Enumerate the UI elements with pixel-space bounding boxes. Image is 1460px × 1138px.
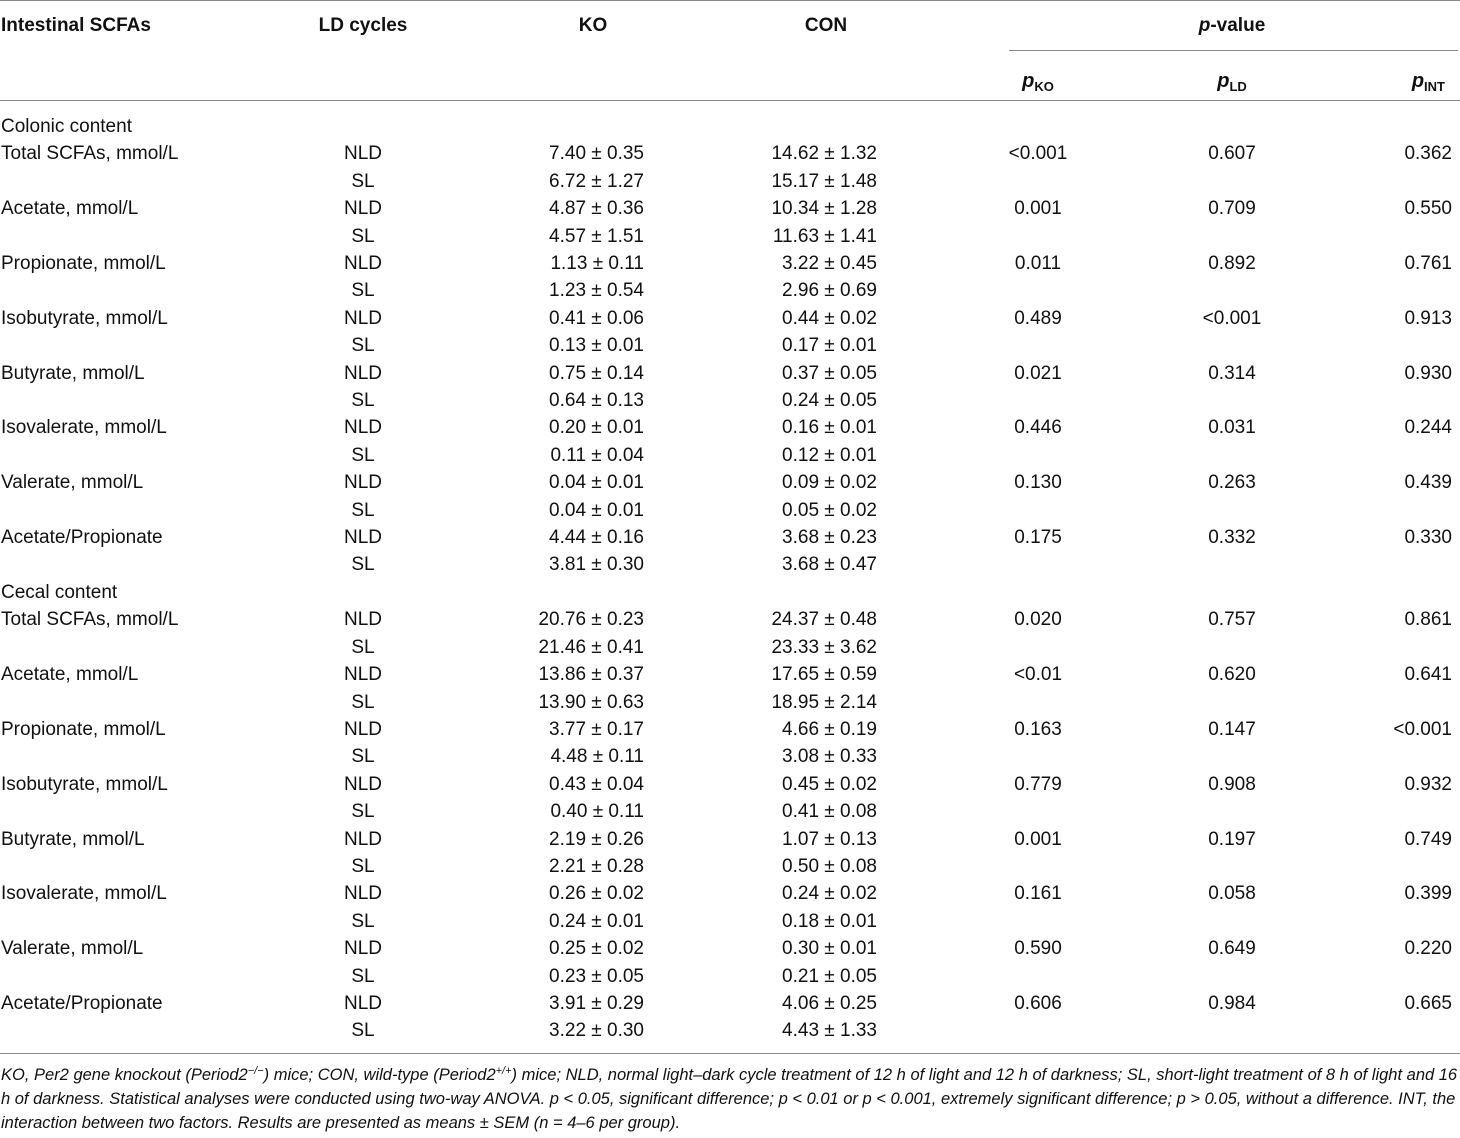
ld-cycle-sl: SL <box>351 636 375 658</box>
con-value-nld: 14.62 ± 1.32 <box>771 143 877 165</box>
ko-value-sl: 0.13 ± 0.01 <box>549 335 644 357</box>
header-p-ld <box>1217 70 1247 98</box>
ko-value-sl: 13.90 ± 0.63 <box>538 691 644 713</box>
p-ld-value: 0.058 <box>1208 883 1256 905</box>
con-value-sl: 11.63 ± 1.41 <box>772 225 877 247</box>
p-int-value: 0.439 <box>1404 472 1452 494</box>
p-ld-value: 0.607 <box>1208 143 1256 165</box>
ko-value-nld: 3.77 ± 0.17 <box>549 719 644 740</box>
con-value-nld: 10.34 ± 1.28 <box>771 198 877 220</box>
con-value-sl: 23.33 ± 3.62 <box>771 636 877 658</box>
p-ld-value: 0.649 <box>1208 938 1256 960</box>
ko-value-nld: 1.13 ± 0.11 <box>550 253 644 274</box>
ld-cycle-sl: SL <box>351 499 375 521</box>
con-value-sl: 18.95 ± 2.14 <box>771 691 877 713</box>
ko-value-nld: 4.87 ± 0.36 <box>549 198 644 220</box>
ld-cycle-nld: NLD <box>343 719 383 740</box>
header-intestinal-scfas: Intestinal SCFAs <box>1 15 151 36</box>
ld-cycle-sl: SL <box>351 1020 375 1042</box>
header-p-ko <box>1022 70 1054 98</box>
con-value-sl: 0.41 ± 0.08 <box>782 801 877 823</box>
con-value-sl: 0.12 ± 0.01 <box>782 444 877 466</box>
ko-value-nld: 20.76 ± 0.23 <box>538 609 644 631</box>
ko-value-sl: 3.22 ± 0.30 <box>549 1020 644 1042</box>
ld-cycle-sl: SL <box>351 335 375 357</box>
con-value-nld: 4.06 ± 0.25 <box>782 993 877 1014</box>
p-ld-value: 0.314 <box>1208 362 1256 384</box>
ko-value-sl: 3.81 ± 0.30 <box>549 554 644 576</box>
footnote-part-3: ) mice; NLD, normal light–dark cycle treatment of 12 h of light and 12 h of darkness; SL, short-light treatment of 8 h of light and 16 h of darkness. Statistical analyses were conducted using two-way ANOVA. p < 0.05, significant difference; p < 0.01 or p < 0.001, extremely significant difference; p > 0.05, without a difference. INT, the interaction between two factors. Results are presented as means ± SEM (n = 4–6 per group). <box>1 1066 1458 1132</box>
ld-cycle-sl: SL <box>351 170 375 192</box>
p-ko-value: 0.001 <box>1014 198 1062 220</box>
ko-value-sl: 4.48 ± 0.11 <box>550 746 644 768</box>
con-value-nld: 0.37 ± 0.05 <box>782 362 877 384</box>
ld-cycle-sl: SL <box>351 225 375 247</box>
p-ld-value: 0.031 <box>1208 417 1256 439</box>
p-int-value: 0.550 <box>1404 198 1452 220</box>
p-int-value: 0.641 <box>1404 664 1452 686</box>
ko-value-nld: 0.20 ± 0.01 <box>549 417 644 439</box>
row-label: Butyrate, mmol/L <box>1 362 145 384</box>
p-ko-value: 0.590 <box>1014 938 1062 960</box>
ko-value-sl: 21.46 ± 0.41 <box>538 636 644 658</box>
p-int-value: 0.665 <box>1404 993 1452 1014</box>
con-value-nld: 24.37 ± 0.48 <box>771 609 877 631</box>
footnote-sup-2: +/+ <box>495 1065 512 1077</box>
con-value-nld: 0.45 ± 0.02 <box>782 773 877 795</box>
p-ko-value: 0.021 <box>1014 362 1062 384</box>
p-ko-value: <0.001 <box>1008 143 1068 165</box>
ko-value-nld: 4.44 ± 0.16 <box>549 527 644 548</box>
ko-value-nld: 0.41 ± 0.06 <box>549 307 644 329</box>
p-int-value: <0.001 <box>1393 719 1452 740</box>
ld-cycle-nld: NLD <box>343 472 383 494</box>
row-label: Acetate/Propionate <box>1 527 163 548</box>
p-int-value: 0.861 <box>1404 609 1452 631</box>
p-ld-value: 0.908 <box>1208 773 1256 795</box>
row-label: Isovalerate, mmol/L <box>1 883 167 905</box>
row-label: Isovalerate, mmol/L <box>1 417 167 439</box>
ld-cycle-sl: SL <box>351 965 375 987</box>
header-ko: KO <box>578 15 608 36</box>
con-value-nld: 0.09 ± 0.02 <box>782 472 877 494</box>
p-ko-value: 0.779 <box>1014 773 1062 795</box>
con-value-nld: 0.44 ± 0.02 <box>782 307 877 329</box>
ld-cycle-sl: SL <box>351 554 375 576</box>
p-ld-main: p <box>1217 70 1230 92</box>
ld-cycle-nld: NLD <box>343 828 383 850</box>
row-label: Acetate/Propionate <box>1 993 163 1014</box>
row-label: Valerate, mmol/L <box>1 472 144 494</box>
header-p-italic: p <box>1198 15 1211 36</box>
p-ko-value: 0.489 <box>1014 307 1062 329</box>
ko-value-sl: 1.23 ± 0.54 <box>549 280 644 302</box>
p-ko-value: 0.446 <box>1014 417 1062 439</box>
row-label: Acetate, mmol/L <box>1 198 139 220</box>
con-value-nld: 0.16 ± 0.01 <box>782 417 877 439</box>
con-value-nld: 0.30 ± 0.01 <box>782 938 877 960</box>
ld-cycle-sl: SL <box>351 691 375 713</box>
p-ko-sub: KO <box>1034 79 1054 94</box>
ld-cycle-nld: NLD <box>343 362 383 384</box>
con-value-sl: 0.24 ± 0.05 <box>782 390 877 411</box>
ld-cycle-nld: NLD <box>343 527 383 548</box>
row-label: Acetate, mmol/L <box>1 664 139 686</box>
p-ld-value: 0.892 <box>1208 253 1256 274</box>
p-int-value: 0.399 <box>1404 883 1452 905</box>
ko-value-sl: 0.11 ± 0.04 <box>550 444 644 466</box>
p-ld-value: 0.332 <box>1208 527 1256 548</box>
ko-value-nld: 0.26 ± 0.02 <box>549 883 644 905</box>
p-ld-value: 0.984 <box>1208 993 1256 1014</box>
footnote-sup-1: −/− <box>247 1065 264 1077</box>
con-value-sl: 3.68 ± 0.47 <box>782 554 877 576</box>
ld-cycle-nld: NLD <box>343 883 383 905</box>
ld-cycle-nld: NLD <box>343 773 383 795</box>
ko-value-sl: 0.04 ± 0.01 <box>549 499 644 521</box>
top-rule <box>0 0 1460 1</box>
p-ko-value: 0.011 <box>1014 253 1062 274</box>
ko-value-sl: 0.24 ± 0.01 <box>549 910 644 932</box>
p-ko-value: 0.606 <box>1014 993 1062 1014</box>
p-int-value: 0.220 <box>1404 938 1452 960</box>
con-value-sl: 0.18 ± 0.01 <box>782 910 877 932</box>
header-p-int <box>1412 70 1445 98</box>
row-label: Total SCFAs, mmol/L <box>1 609 179 631</box>
con-value-sl: 4.43 ± 1.33 <box>782 1020 877 1042</box>
ld-cycle-nld: NLD <box>343 664 383 686</box>
ko-value-sl: 0.23 ± 0.05 <box>549 965 644 987</box>
con-value-sl: 0.21 ± 0.05 <box>782 965 877 987</box>
section-title: Colonic content <box>1 116 132 137</box>
p-ld-value: 0.197 <box>1208 828 1256 850</box>
ko-value-nld: 2.19 ± 0.26 <box>549 828 644 850</box>
ko-value-nld: 0.75 ± 0.14 <box>549 362 644 384</box>
row-label: Isobutyrate, mmol/L <box>1 307 168 329</box>
header-con: CON <box>804 15 848 36</box>
con-value-sl: 0.05 ± 0.02 <box>782 499 877 521</box>
p-ko-value: 0.130 <box>1014 472 1062 494</box>
ld-cycle-nld: NLD <box>343 938 383 960</box>
ld-cycle-sl: SL <box>351 444 375 466</box>
p-ko-value: 0.175 <box>1014 527 1062 548</box>
p-int-value: 0.930 <box>1404 362 1452 384</box>
ld-cycle-sl: SL <box>351 856 375 877</box>
p-int-value: 0.362 <box>1404 143 1452 165</box>
header-p-rest: -value <box>1210 15 1266 36</box>
con-value-nld: 3.68 ± 0.23 <box>782 527 877 548</box>
header-bottom-rule <box>0 100 1460 101</box>
ko-value-nld: 0.04 ± 0.01 <box>549 472 644 494</box>
table-footnote <box>1 1063 1459 1135</box>
ld-cycle-sl: SL <box>351 910 375 932</box>
row-label: Butyrate, mmol/L <box>1 828 145 850</box>
p-ld-value: 0.263 <box>1208 472 1256 494</box>
con-value-nld: 1.07 ± 0.13 <box>782 828 877 850</box>
ko-value-nld: 13.86 ± 0.37 <box>538 664 644 686</box>
footnote-part-2: ) mice; CON, wild-type (Period2 <box>263 1066 496 1084</box>
con-value-nld: 4.66 ± 0.19 <box>782 719 877 740</box>
ld-cycle-nld: NLD <box>343 307 383 329</box>
header-ld-cycles: LD cycles <box>318 15 408 36</box>
p-ko-value: 0.001 <box>1014 828 1062 850</box>
footnote-part-1: KO, Per2 gene knockout (Period2 <box>1 1066 248 1084</box>
p-int-value: 0.932 <box>1404 773 1452 795</box>
p-ko-main: p <box>1022 70 1035 92</box>
ko-value-sl: 6.72 ± 1.27 <box>549 170 644 192</box>
ld-cycle-sl: SL <box>351 390 375 411</box>
ld-cycle-nld: NLD <box>343 993 383 1014</box>
p-int-value: 0.913 <box>1404 307 1452 329</box>
p-int-value: 0.244 <box>1404 417 1452 439</box>
ko-value-nld: 7.40 ± 0.35 <box>549 143 644 165</box>
ko-value-sl: 4.57 ± 1.51 <box>549 225 644 247</box>
p-value-span-rule <box>1009 50 1458 51</box>
ko-value-nld: 0.25 ± 0.02 <box>549 938 644 960</box>
row-label: Propionate, mmol/L <box>1 719 166 740</box>
con-value-nld: 3.22 ± 0.45 <box>782 253 877 274</box>
p-int-main: p <box>1411 70 1425 92</box>
ld-cycle-nld: NLD <box>343 198 383 220</box>
ko-value-sl: 0.64 ± 0.13 <box>549 390 644 411</box>
p-ko-value: 0.163 <box>1014 719 1062 740</box>
p-ld-value: 0.620 <box>1208 664 1256 686</box>
p-int-value: 0.749 <box>1404 828 1452 850</box>
section-title: Cecal content <box>1 582 118 603</box>
con-value-nld: 17.65 ± 0.59 <box>771 664 877 686</box>
p-ld-value: 0.757 <box>1208 609 1256 631</box>
con-value-sl: 0.17 ± 0.01 <box>782 335 877 357</box>
con-value-sl: 2.96 ± 0.69 <box>782 280 877 302</box>
ld-cycle-nld: NLD <box>343 253 383 274</box>
ko-value-sl: 2.21 ± 0.28 <box>549 856 644 877</box>
p-ko-value: 0.020 <box>1014 609 1062 631</box>
ld-cycle-nld: NLD <box>343 143 383 165</box>
p-ld-value: <0.001 <box>1202 307 1262 329</box>
con-value-nld: 0.24 ± 0.02 <box>782 883 877 905</box>
p-ko-value: 0.161 <box>1014 883 1062 905</box>
con-value-sl: 3.08 ± 0.33 <box>782 746 877 768</box>
table-bottom-rule <box>0 1053 1460 1054</box>
ko-value-nld: 0.43 ± 0.04 <box>549 773 644 795</box>
ld-cycle-nld: NLD <box>343 417 383 439</box>
p-ko-value: <0.01 <box>1013 664 1063 686</box>
ld-cycle-sl: SL <box>351 801 375 823</box>
row-label: Valerate, mmol/L <box>1 938 144 960</box>
con-value-sl: 15.17 ± 1.48 <box>771 170 877 192</box>
p-ld-sub: LD <box>1229 79 1247 94</box>
row-label: Propionate, mmol/L <box>1 253 166 274</box>
ko-value-sl: 0.40 ± 0.11 <box>550 801 644 823</box>
p-int-value: 0.761 <box>1404 253 1452 274</box>
ko-value-nld: 3.91 ± 0.29 <box>549 993 644 1014</box>
ld-cycle-sl: SL <box>351 280 375 302</box>
con-value-sl: 0.50 ± 0.08 <box>782 856 877 877</box>
ld-cycle-nld: NLD <box>343 609 383 631</box>
ld-cycle-sl: SL <box>351 746 375 768</box>
row-label: Isobutyrate, mmol/L <box>1 773 168 795</box>
p-int-value: 0.330 <box>1404 527 1452 548</box>
p-int-sub: INT <box>1424 79 1445 94</box>
p-ld-value: 0.147 <box>1208 719 1256 740</box>
p-ld-value: 0.709 <box>1208 198 1256 220</box>
row-label: Total SCFAs, mmol/L <box>1 143 179 165</box>
header-p-value <box>1199 15 1266 37</box>
